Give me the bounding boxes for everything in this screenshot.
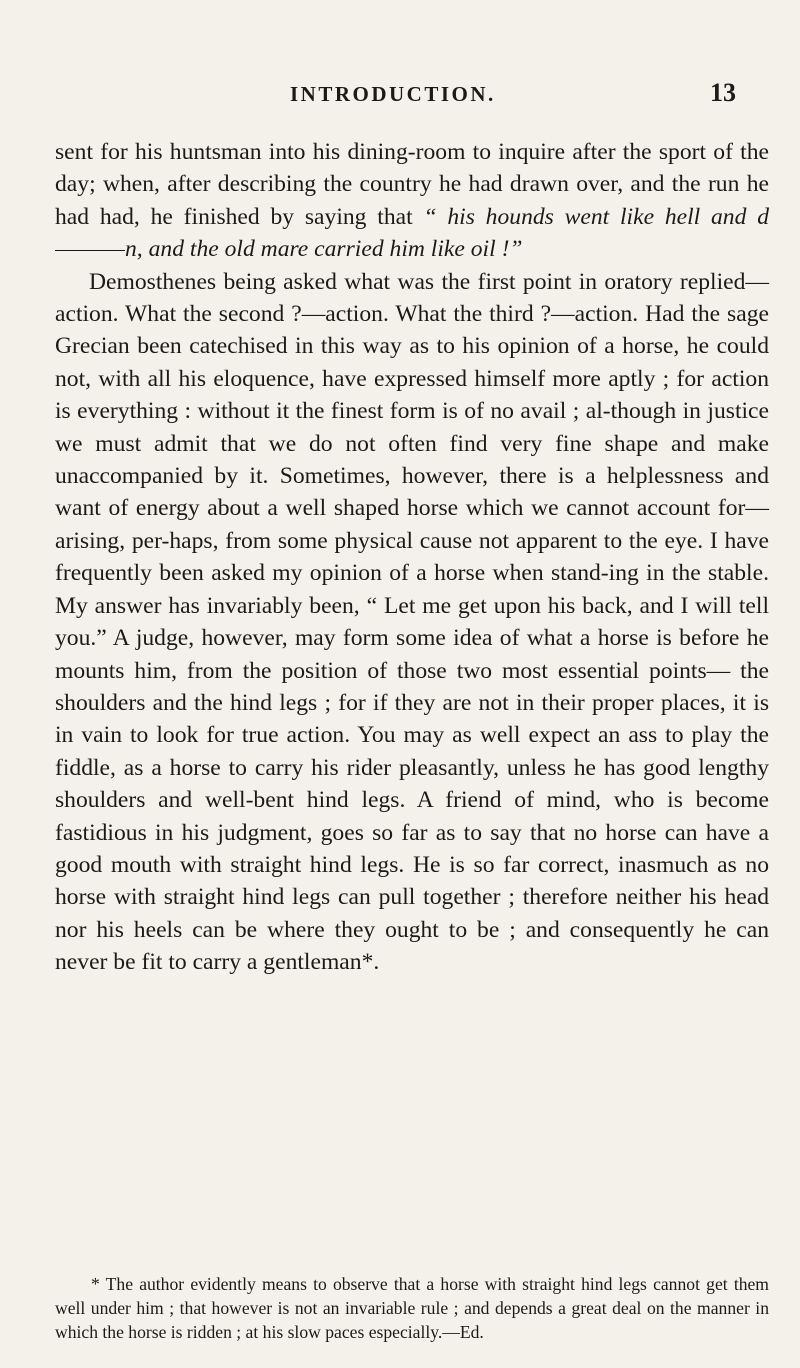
body-text: [55, 136, 769, 979]
quote-part-2: n, and the old mare carried him like oil !”: [125, 236, 523, 263]
footnote: [55, 1272, 769, 1344]
paragraph-2: Demosthenes being asked what was the first point in oratory replied—action. What the second ?—action. What the third ?—action. Had the sage Grecian been catechised in this way as to his opinion of a horse, he could not, with all his eloquence, have expressed himself more aptly ; for action is everything : without it the finest form is of no avail ; al-though in justice we must admit that we do not often find very fine shape and make unaccompanied by it. Sometimes, however, there is a helplessness and want of energy about a well shaped horse which we cannot account for—arising, per-haps, from some physical cause not apparent to the eye. I have frequently been asked my opinion of a horse when stand-ing in the stable. My answer has invariably been, “ Let me get upon his back, and I will tell you.” A judge, however, may form some idea of what a horse is before he mounts him, from the position of those two most essential points— the shoulders and the hind legs ; for if they are not in their proper places, it is in vain to look for true action. You may as well expect an ass to play the fiddle, as a horse to carry his rider pleasantly, unless he has good lengthy shoulders and well-bent hind legs. A friend of mind, who is become fastidious in his judgment, goes so far as to say that no horse can have a good mouth with straight hind legs. He is so far correct, inasmuch as no horse with straight hind legs can pull together ; therefore neither his head nor his heels can be where they ought to be ; and consequently he can never be fit to carry a gentleman*.: [55, 268, 769, 976]
paragraph-1: [55, 136, 769, 266]
quote-part-1: “ his hounds went like hell and d: [423, 203, 769, 230]
paragraph-1-text: sent for his huntsman into his dining-room to inquire after the sport of the day; when, after describing the country he had drawn over, and the run he had had, he finished by saying that: [55, 139, 769, 230]
em-dash-rule: [55, 250, 125, 251]
page-header: [0, 78, 800, 112]
page-number: 13: [710, 78, 736, 107]
running-head: INTRODUCTION.: [290, 82, 496, 106]
footnote-text: * The author evidently means to observe that a horse with straight hind legs cannot get them well under him ; that however is not an invariable rule ; and depends a great deal on the manner in which the horse is ridden ; at his slow paces especially.—Ed.: [55, 1274, 769, 1342]
